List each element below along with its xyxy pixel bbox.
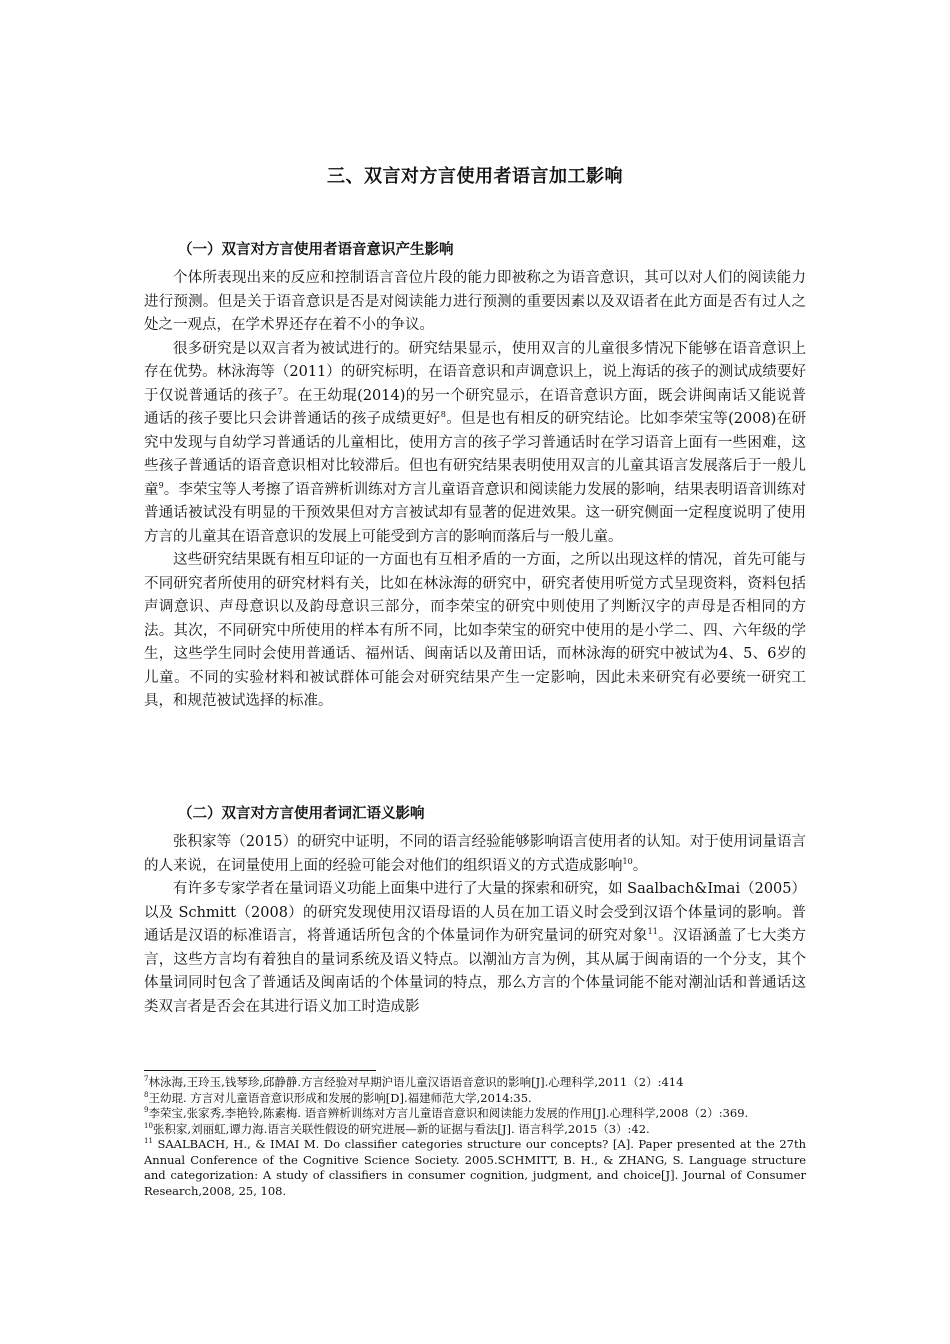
footnote	[144, 1122, 806, 1138]
footnote-ref[interactable]: 7	[277, 386, 283, 396]
paragraph	[144, 831, 806, 878]
paragraph-text: 。但是也有相反的研究结论。比如李荣宝等(2008)在研究中发现与自幼学习普通话的儿童相比，使用方言的孩子学习普通话时在学习语音上面有一些困难，这些孩子普通话的语音意识相对比较滞后。但也有研究结果表明使用双言的儿童其语言发展落后于一般儿童	[144, 411, 807, 498]
section-heading-phonological-awareness: （一）双言对方言使用者语音意识产生影响	[178, 242, 454, 258]
footnote-ref[interactable]: 8	[440, 410, 446, 420]
paragraph-text: 。在王幼琨(2014)的另一个研究显示，在语音意识方面，既会讲闽南话又能说普通话的孩子要比只会讲普通话的孩子成绩更好	[144, 387, 807, 427]
paragraph-text: 张积家等（2015）的研究中证明，不同的语言经验能够影响语言使用者的认知。对于使用词量语言的人来说，在词量使用上面的经验可能会对他们的组织语义的方式造成影响	[144, 834, 806, 874]
footnote-separator	[144, 1070, 376, 1071]
footnote	[144, 1106, 806, 1122]
footnote-number: 10	[144, 1121, 153, 1130]
footnote-text: 李荣宝,张家秀,李艳铃,陈素梅. 语音辨析训练对方言儿童语音意识和阅读能力发展的作用[J].心理科学,2008（2）:369.	[148, 1106, 749, 1120]
section-2-body	[144, 831, 806, 1019]
paragraph-text: 。李荣宝等人考擦了语音辨析训练对方言儿童语音意识和阅读能力发展的影响，结果表明语音训练对普通话被试没有明显的干预效果但对方言被试却有显著的促进效果。这一研究侧面一定程度说明了使用方言的儿童其在语音意识的发展上可能受到方言的影响而落后与一般儿童。	[144, 481, 807, 545]
section-heading-lexical-semantics: （二）双言对方言使用者词汇语义影响	[178, 806, 425, 822]
footnote-number: 9	[144, 1106, 149, 1115]
footnote	[144, 1091, 806, 1107]
footnote-number: 11	[144, 1137, 153, 1146]
chapter-title: 三、双言对方言使用者语言加工影响	[327, 166, 623, 187]
footnote-ref[interactable]: 9	[158, 480, 164, 490]
section-1-body	[144, 267, 806, 714]
footnote-text: 张积家,刘丽虹,谭力海.语言关联性假设的研究进展—新的证据与看法[J]. 语言科学,2015（3）:42.	[152, 1121, 650, 1136]
footnote-text: SAALBACH, H., & IMAI M. Do classifier categories structure our concepts? [A]. Paper presented at the 27th Annual Conference of the Cognitive Science Society. 2005.SCHMITT, B. H., & ZHANG, S. Language structure and categorization: A study of classifiers in consumer cognition, judgment, and choice[J]. Journal of Consumer Research,2008, 25, 108.	[144, 1137, 806, 1198]
footnote-text: 林泳海,王玲玉,钱琴珍,邱静静.方言经验对早期沪语儿童汉语语音意识的影响[J].心理科学,2011（2）:414	[148, 1075, 684, 1089]
paragraph: 这些研究结果既有相互印证的一方面也有互相矛盾的一方面，之所以出现这样的情况，首先可能与不同研究者所使用的研究材料有关，比如在林泳海的研究中，研究者使用听觉方式呈现资料，资料包括声调意识、声母意识以及韵母意识三部分，而李荣宝的研究中则使用了判断汉字的声母是否相同的方法。其次，不同研究中所使用的样本有所不同，比如李荣宝的研究中使用的是小学二、四、六年级的学生，这些学生同时会使用普通话、福州话、闽南话以及莆田话，而林泳海的研究中被试为4、5、6岁的儿童。不同的实验材料和被试群体可能会对研究结果产生一定影响，因此未来研究有必要统一研究工具，和规范被试选择的标准。	[144, 552, 806, 709]
footnote-number: 7	[144, 1075, 149, 1084]
paragraph: 个体所表现出来的反应和控制语言音位片段的能力即被称之为语音意识，其可以对人们的阅读能力进行预测。但是关于语音意识是否是对阅读能力进行预测的重要因素以及双语者在此方面是否有过人之处之一观点，在学术界还存在着不小的争议。	[144, 270, 806, 333]
footnote-ref[interactable]: 11	[647, 927, 658, 937]
footnote	[144, 1137, 806, 1199]
footnote-number: 8	[144, 1090, 149, 1099]
paragraph-text: 很多研究是以双言者为被试进行的。研究结果显示，使用双言的儿童很多情况下能够在语音意识上存在优势。林泳海等（2011）的研究标明，在语音意识和声调意识上，说上海话的孩子的测试成绩要好于仅说普通话的孩子	[144, 340, 806, 404]
paragraph	[144, 878, 806, 1019]
paragraph-text: 。汉语涵盖了七大类方言，这些方言均有着独自的量词系统及语义特点。以潮汕方言为例，其从属于闽南语的一个分支，其个体量词同时包含了普通话及闽南话的个体量词的特点，那么方言的个体量词能不能对潮汕话和普通话这类双言者是否会在其进行语义加工时造成影	[144, 928, 806, 1015]
paragraph-text: 有许多专家学者在量词语义功能上面集中进行了大量的探索和研究，如 Saalbach&Imai（2005）以及 Schmitt（2008）的研究发现使用汉语母语的人员在加工语义时会受到汉语个体量词的影响。普通话是汉语的标准语言，将普通话所包含的个体量词作为研究量词的研究对象	[144, 881, 806, 944]
paragraph	[144, 338, 806, 550]
footnote	[144, 1075, 806, 1091]
footnote-text: 王幼琨. 方言对儿童语音意识形成和发展的影响[D].福建师范大学,2014:35.	[148, 1090, 532, 1105]
footnote-ref[interactable]: 10	[622, 856, 633, 866]
footnotes	[144, 1075, 806, 1199]
paragraph-text: 。	[632, 857, 648, 874]
